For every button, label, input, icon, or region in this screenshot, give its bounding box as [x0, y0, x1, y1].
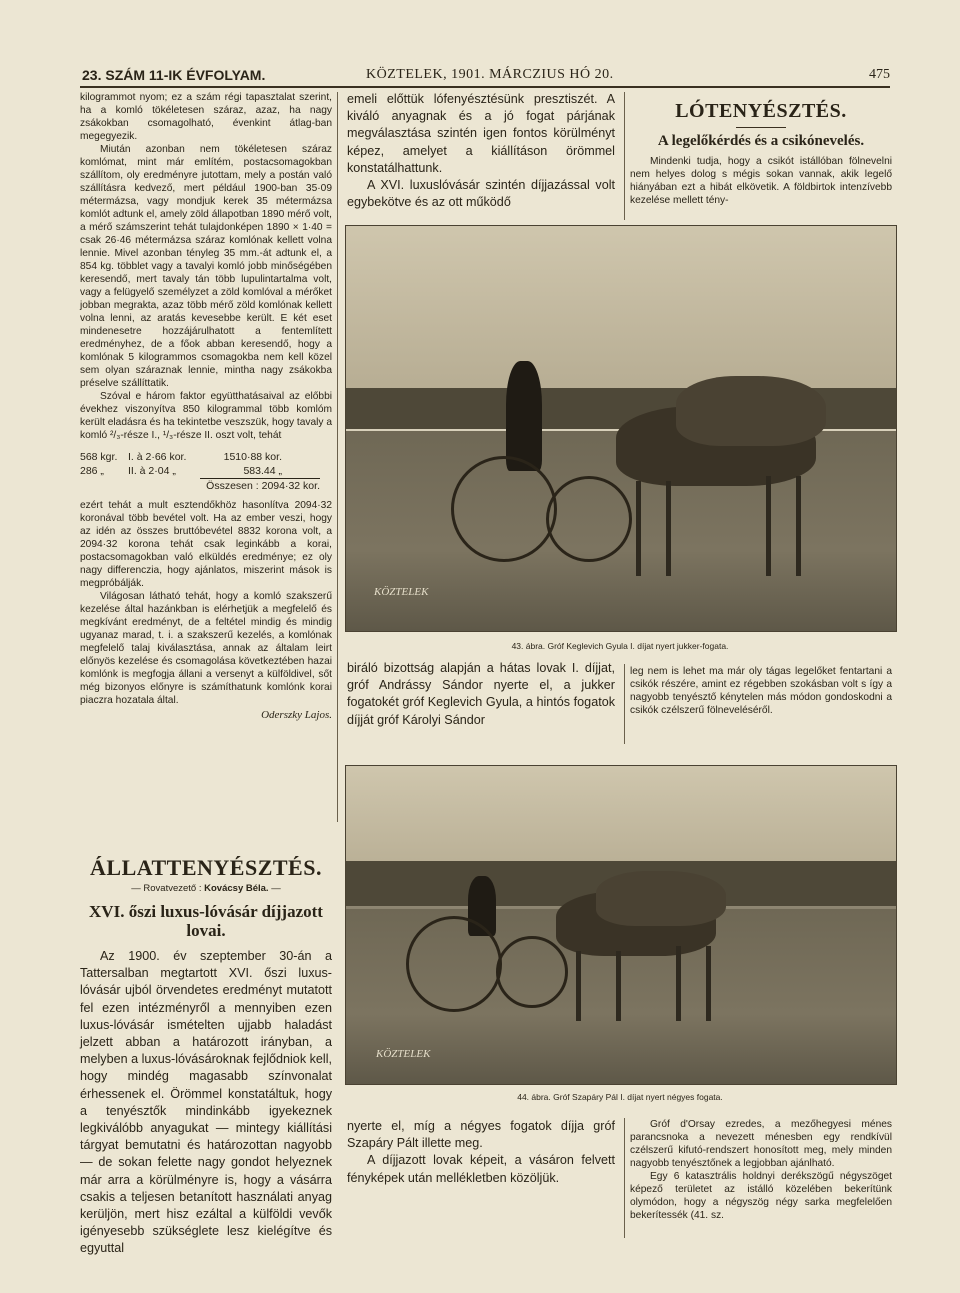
table-row: 286 „ II. à 2·04 „ 583.44 „ [80, 465, 282, 477]
column-2-mid [347, 660, 615, 729]
article-title: A legelőkérdés és a csikónevelés. [657, 133, 865, 149]
paragraph: Egy 6 katasztrális holdnyi derékszögű négyszöget képező területet az istálló közelében bekerítünk olymódon, hogy a négyszög négy sarka megfelelően bekerítessék (41. sz. [630, 1171, 892, 1221]
paragraph: Miután azonban nem tökéletesen száraz komlómat, mint már említém, postacsomagokban szállítom, oly eredményre jutottam, mely a postán való szállításra kedvező, mert például 1900-ban 35·09 métermázsa, vagy mondjuk kerek 35 métermázsa komlót adtunk el, amely zöld állapotban 1890 mérő volt, a mérő számszerint tehát tulajdonképen 1890 × 1·40 = csak 26·46 métermázsa száraz komlónak kellett volna lennie. Mivel azonban tényleg 35 mm.-át adtunk el, a 854 kg. többlet vagy a tavalyi komló jobb minőségében keresendő, mert tavaly tán több lupulintartalma volt, vagy a felügyelő személyzet a zöld komlóval a mérőket jobban megrakta, azaz több mérő zöld komlónak kellett volna lenni, az aratás kevesebbe került. E két eset mindenesetre hozzájárulhatott a fentemlített eredményhez, de a főok abban keresendő, hogy a komlónak 5 kilogrammos csomagokba nem kell közel sem olyan száraznak lennie, mintha nagy zsákokba préselve szállíttatik. [80, 144, 332, 389]
paragraph: A XVI. luxuslóvásár szintén díjjazással volt egybekötve és az ott működő [347, 178, 615, 210]
column-2-bottom [347, 1118, 615, 1187]
section-allattenyesztes [80, 855, 332, 1258]
column-1 [80, 91, 332, 721]
photo-jukker-fogat [345, 225, 897, 632]
column-3-mid [630, 665, 892, 717]
figure-caption: 43. ábra. Gróf Keglevich Gyula I. díjat nyert jukker-fogata. [511, 641, 729, 651]
photo-negyes-fogat [345, 765, 897, 1085]
paragraph: Világosan látható tehát, hogy a komló szakszerű kezelése által hazánkban is elérhetjük a megfelelő és megkívánt eredményt, de a feltétel mindig és mindig ugyanaz marad, t. i. a szakszerű kezelés, a komlónak megfelelő talaj kiválasztása, annak az általam leirt előnyös kezelése és csomagolása következtében hazai komlónk is megfogja állani a versenyt a külföldivel, sőt még bizonyos előnyre is számíthatunk komlónk korai piaczra hozatala által. [80, 591, 332, 706]
section-title: LÓTENYÉSZTÉS. [675, 100, 847, 122]
paragraph: Mindenki tudja, hogy a csikót istállóban fölnevelni nem helyes dolog s mégis sokan vannak, akik legelő hiányában ezt a hibát elkövetik. A földbirtok intenzívebb kezelése mellett tény- [630, 156, 892, 206]
paragraph: A díjjazott lovak képeit, a vásáron felvett fényképek után mellékletben közöljük. [347, 1153, 615, 1185]
paragraph: ezért tehát a mult esztendőkhöz hasonlítva 2094·32 koronával több bevétel volt. Ha az ember veszi, hogy az idén az összes bruttóbevétel 8832 korona volt, a 2094·32 korona tehát csak leginkább a korai, postacsomagokban való elküldés eredménye; ez oly nagy differenczia, hogy ajánlatos, miszerint mások is megpróbálják. [80, 500, 332, 589]
section-lotenyesztes [630, 100, 892, 207]
column-3-bottom [630, 1118, 892, 1222]
page-number: 475 [869, 67, 890, 82]
publication-date: KÖZTELEK, 1901. MÁRCZIUS HÓ 20. [366, 67, 614, 82]
column-rule [624, 92, 625, 220]
photo-stamp: KÖZTELEK [376, 1048, 431, 1060]
column-rule [337, 92, 338, 822]
column-rule [624, 664, 625, 744]
column-rule [624, 1118, 625, 1238]
article-title: XVI. őszi luxus-lóvásár díjjazott lovai. [89, 902, 323, 940]
calculation-table [80, 450, 332, 493]
divider [736, 127, 786, 128]
table-total: Összesen : 2094·32 kor. [200, 478, 320, 493]
paragraph: kilogrammot nyom; ez a szám régi tapasztalat szerint, ha a komló tökéletesen száraz, azaz, ha nagy zsákokban csomagolható, évenkint átlag-ban megegyezik. [80, 92, 332, 142]
section-editor: — Rovatvezető : Kovácsy Béla. — [131, 883, 281, 894]
column-2-top [347, 91, 615, 211]
author-signature: Oderszky Lajos. [261, 709, 332, 721]
page-header [80, 66, 890, 88]
paragraph: leg nem is lehet ma már oly tágas legelőket fentartani a csikók részére, amint ez régebben szokásban volt s így a nagyobb tenyésztő kénytelen más módon gondoskodni a csikók czélszerű fölneveléséről. [630, 666, 892, 716]
paragraph: emeli előttük lófenyésztésünk presztiszét. A kiváló anyagnak és a jó fogat párjának megválasztása szintén igen fontos körülményt képez, amelyet a kiállításon örömmel konstatálhattunk. [347, 92, 615, 175]
paragraph: Az 1900. év szeptember 30-án a Tattersalban megtartott XVI. őszi luxus-lóvásár ujból örvendetes eredményt mutatott fel ezen intézményről a mennyiben ezen luxus-lóvásár ismételten ujjabb haladást jelzett abban a határozott irányban, a melyben a luxus-lóvásároknak fejlődniok kell, hogy mindég magasabb színvonalat érhessenek el. Örömmel konstatáltuk, hogy a tenyésztők mindinkább igyekeznek legkiválóbb anyagukat — mintegy kiállítási tárgyat bemutatni és határozottan nagyobb — de sokan felette nagy gondot helyeznek már arra a körülményre is, hogy a vásárra csakis a teljesen betanított használati anyag kerüljön, mert hisz ezáltal a külföldi vevők igényesebb szükséglete lesz kielégítve és egyuttal [80, 949, 333, 1256]
photo-stamp: KÖZTELEK [374, 586, 429, 598]
paragraph: Gróf d'Orsay ezredes, a mezőhegyesi ménes parancsnoka a nevezett ménesben egy rendkívül czélszerű kifutó-rendszert honosított meg, mely minden nagyobb tenyésztőnek a legjobban ajánlható. [630, 1119, 892, 1169]
issue-number: 23. SZÁM 11-IK ÉVFOLYAM. [82, 67, 266, 83]
paragraph: biráló bizottság alapján a hátas lovak I. díjjat, gróf Andrássy Sándor nyerte el, a jukker fogatokét gróf Keglevich Gyula, a hintós fogatok díjját gróf Károlyi Sándor [347, 661, 615, 727]
section-title: ÁLLATTENYÉSZTÉS. [90, 855, 322, 880]
paragraph: Szóval e három faktor együtthatásaival az előbbi évekhez viszonyítva 850 kilogrammal több komlóm került eladásra és ha tekintetbe veszszük, hogy tavaly a komló ²/₃-része I., ¹/₃-része II. oszt volt, tehát [80, 391, 332, 441]
paragraph: nyerte el, míg a négyes fogatok díjja gróf Szapáry Pált illette meg. [347, 1119, 615, 1151]
figure-caption: 44. ábra. Gróf Szapáry Pál I. díjat nyert négyes fogata. [517, 1092, 723, 1102]
table-row: 568 kgr. I. à 2·66 kor. 1510·88 kor. [80, 451, 282, 463]
